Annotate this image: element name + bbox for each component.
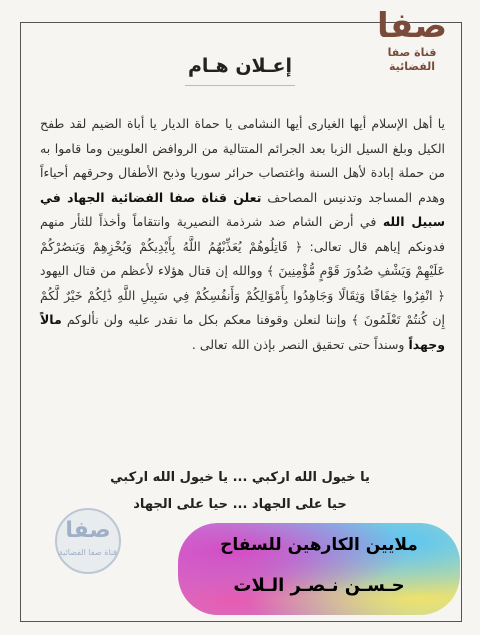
body-paragraph-1: يا أهل الإسلام أيها الغيارى أيها النشامى يا حماة الديار يا أباة الضيم لقد طفح الكيل وبلغ السيل الزبا بعد الجرائم المتتالية من الروافض العلويين وما قاموا به من حملة إبادة لأهل السنة واغتصاب حرائر سوريا وذبح الأطفال وحرقهم أحياءاً وهدم المساجد وتدنيس المصاحف: [40, 116, 445, 205]
title-divider: [185, 85, 295, 86]
page-title: إعـلان هـام: [188, 55, 292, 77]
slogan-2: حيا على الجهاد ... حيا على الجهاد: [133, 497, 347, 512]
logo-mark: صفا: [376, 6, 448, 46]
body-paragraph-2: في أرض الشام ضد شرذمة النصيرية وانتقاماً وأخذاً للثأر منهم فدونكم إياهم قال تعالى: ﴿ قَاتِلُوهُمْ يُعَذِّبْهُمُ اللَّهُ بِأَيْدِيكُمْ وَيُخْزِهِمْ وَيَنصُرْكُمْ عَلَيْهِمْ وَيَشْفِ صُدُورَ قَوْمٍ مُّؤْمِنِينَ ﴾ ووالله إن قتال هؤلاء لأعظم من قتال اليهود ﴿ انْفِرُوا خِفَافًا وَثِقَالًا وَجَاهِدُوا بِأَمْوَالِكُمْ وَأَنفُسِكُمْ فِي سَبِيلِ اللَّهِ ذَٰلِكُمْ خَيْرٌ لَّكُمْ إِن كُنتُمْ تَعْلَمُونَ ﴾ وإننا لنعلن وقوفنا معكم بكل ما نقدر عليه ولن نألوكم: [40, 214, 445, 327]
stamp-caption: قناة صفا الفضائية: [58, 548, 118, 557]
banner-line-1: ملايين الكارهين للسفاح: [220, 535, 418, 555]
banner-line-2: حـسـن نـصـر الـلات: [233, 575, 405, 596]
announcement-body: [40, 112, 445, 357]
body-paragraph-3: وسنداً حتى تحقيق النصر بإذن الله تعالى .: [191, 336, 405, 352]
watermark-logo: [55, 508, 121, 574]
colored-banner: [178, 523, 460, 615]
logo-caption: قناة صفا الفضائية: [387, 46, 437, 73]
body-highlight-2: مالاً وجهداً: [40, 312, 445, 352]
body-highlight-1: تعلن قناة صفا الفضائية الجهاد في سبيل الله: [40, 189, 445, 229]
stamp-mark: صفا: [65, 518, 111, 543]
slogan-1: يا خيول الله اركبي ... يا خيول الله اركبي: [110, 470, 370, 485]
